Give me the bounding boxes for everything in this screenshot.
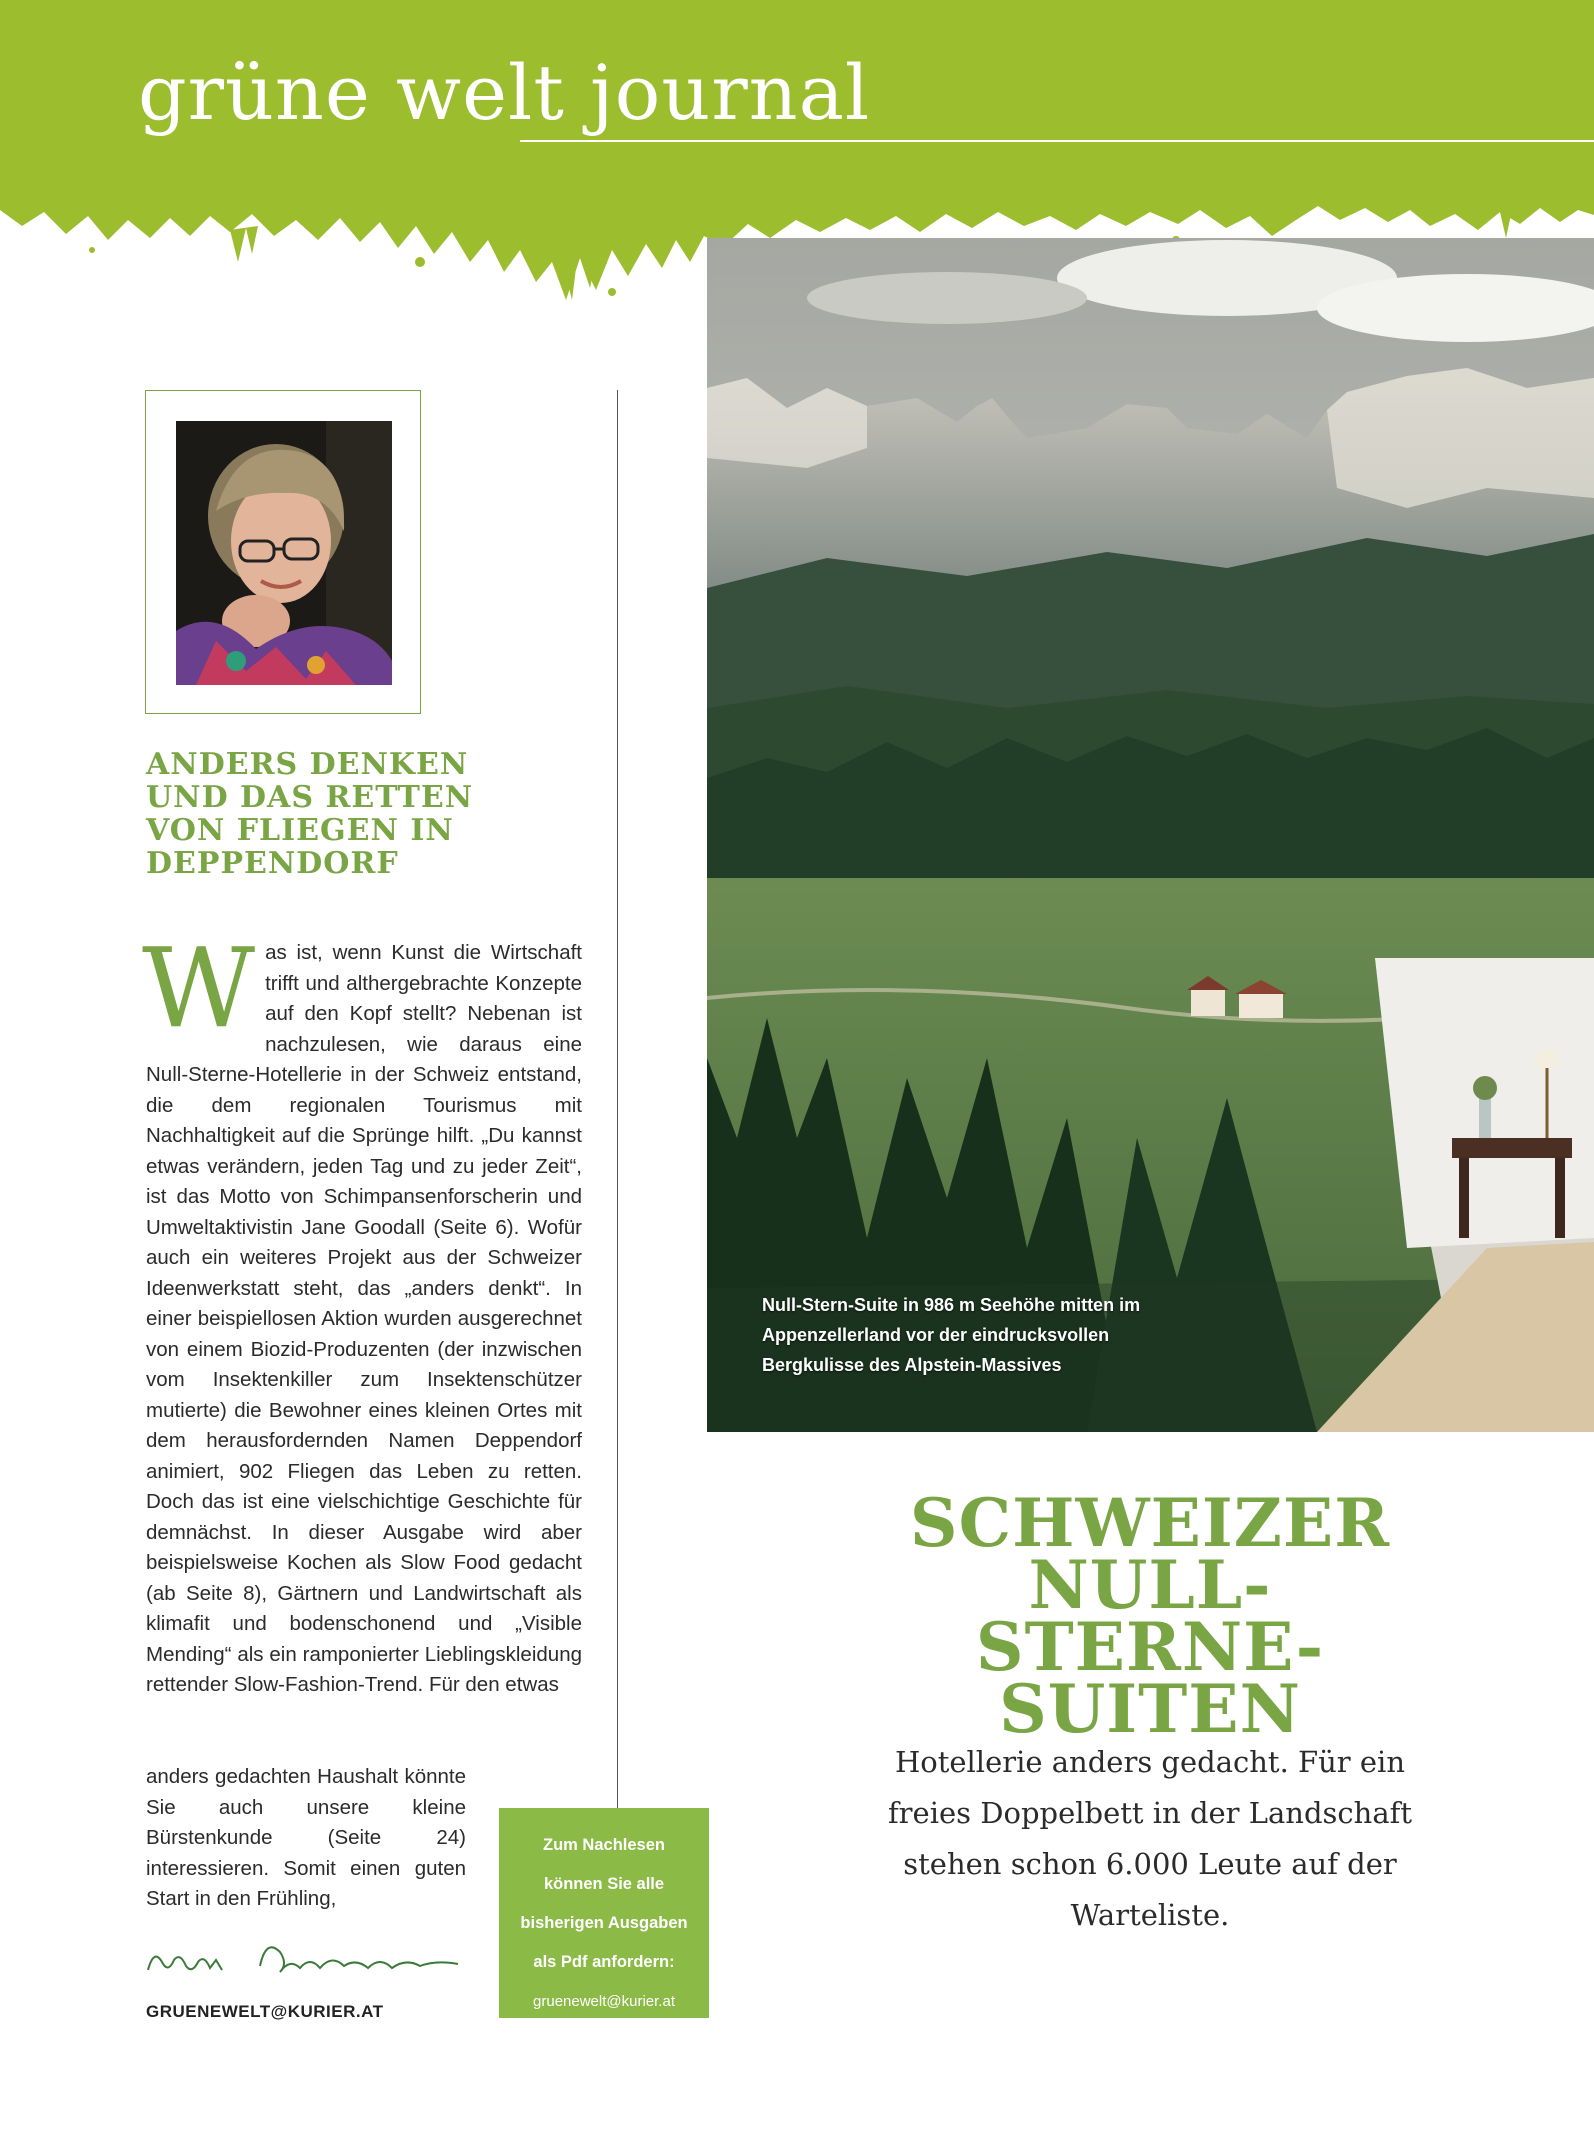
landscape-photo	[707, 238, 1594, 1432]
pdf-box-line: können Sie alle	[543, 1875, 665, 1893]
editorial-email[interactable]: GRUENEWELT@KURIER.AT	[146, 2002, 384, 2021]
masthead-rule	[520, 140, 1594, 142]
article-title-line: NULL-STERNE-	[975, 1546, 1325, 1686]
pdf-box-email[interactable]: gruenewelt@kurier.at	[533, 1993, 675, 2010]
article-lead: Hotellerie anders gedacht. Für ein freies Doppelbett in der Landschaft stehen schon 6.000 Leute auf der Warteliste.	[887, 1745, 1413, 1932]
pdf-box-line: als Pdf anfordern:	[533, 1953, 675, 1971]
masthead-title: grüne welt journal	[138, 48, 871, 137]
pdf-box-line: bisherigen Ausgaben	[520, 1914, 688, 1932]
editorial-body	[142, 924, 582, 1701]
photo-caption: Null-Stern-Suite in 986 m Seehöhe mitten im Appenzellerland vor der eindrucksvollen Bergkulisse des Alpstein-Massives	[762, 1295, 1141, 1375]
landscape-illustration	[707, 238, 1594, 1432]
article-title	[880, 1484, 1420, 1748]
drop-cap: W	[142, 924, 256, 1052]
signature-image	[140, 1930, 470, 1986]
article-title-line: SCHWEIZER	[909, 1484, 1391, 1562]
author-portrait	[176, 421, 392, 685]
pdf-request-box	[499, 1808, 709, 2018]
column-divider	[617, 390, 618, 1830]
pdf-box-line: Zum Nachlesen	[543, 1836, 665, 1854]
editorial-heading: ANDERS DENKEN UND DAS RETTEN VON FLIEGEN IN DEPPENDORF	[146, 747, 474, 881]
editorial-body-text: as ist, wenn Kunst die Wirtschaft trifft und althergebrachte Konzepte auf den Kopf stellt? Nebenan ist nachzulesen, wie daraus eine Null-Sterne-Hotellerie in der Schweiz entstand, die dem regionalen Tourismus mit Nachhaltigkeit auf die Sprünge hilft. „Du kannst etwas verändern, jeden Tag und zu jeder Zeit“, ist das Motto von Schimpansenforscherin und Umweltaktivistin Jane Goodall (Seite 6). Wofür auch ein weiteres Projekt aus der Schweizer Ideenwerkstatt steht, das „anders denkt“. In einer beispiellosen Aktion wurden ausgerechnet von einem Biozid-Produzenten (der inzwischen vom Insektenkiller zum Insektenschützer mutierte) die Bewohner eines kleinen Ortes mit dem herausfordernden Namen Deppendorf animiert, 902 Fliegen das Leben zu retten. Doch das ist eine vielschichtige Geschichte für demnächst. In dieser Ausgabe wird aber beispielsweise Kochen als Slow Food gedacht (ab Seite 8), Gärtnern und Landwirtschaft als klimafit und bodenschonend und „Visible Mending“ als ein ramponierter Lieblingskleidung rettender Slow-Fashion-Trend. Für den etwas	[146, 941, 582, 1696]
author-portrait-frame	[145, 390, 421, 714]
article-title-line: SUITEN	[999, 1670, 1301, 1748]
editorial-closing: anders gedachten Haushalt könnte Sie auch unsere kleine Bürstenkunde (Seite 24) interessieren. Somit einen guten Start in den Frühling,	[146, 1765, 466, 1910]
